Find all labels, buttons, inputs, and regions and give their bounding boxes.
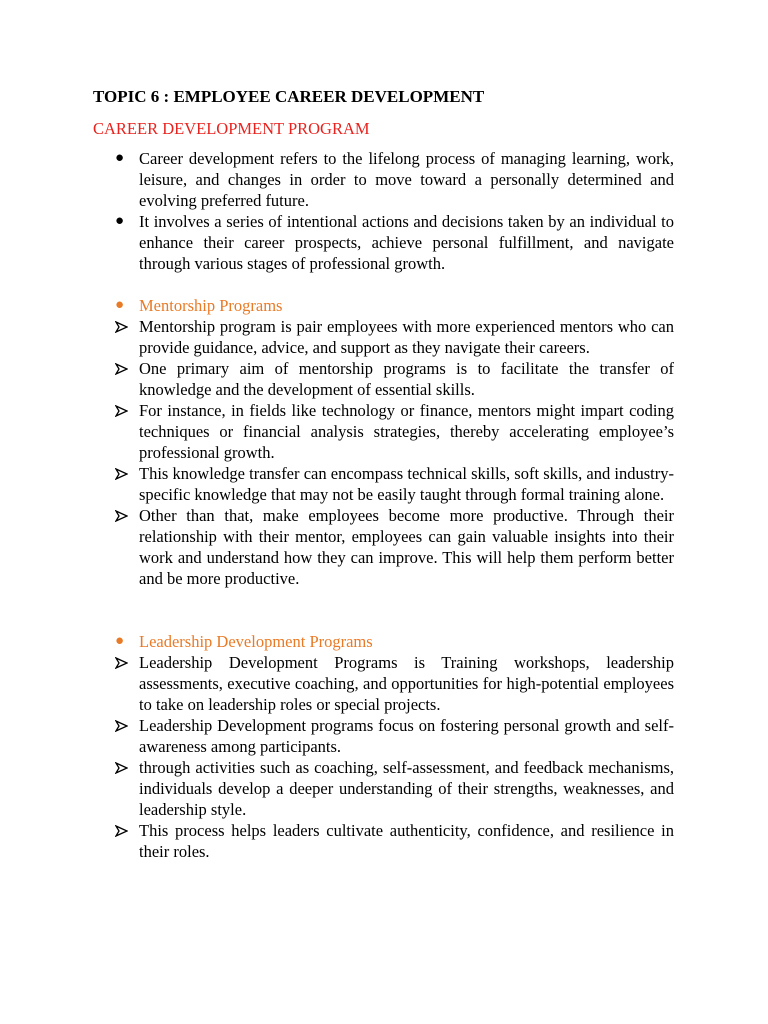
intro-bullet-list [93, 148, 674, 274]
intro-bullet-item [93, 211, 674, 274]
bullet-icon: ● [115, 297, 125, 313]
mentorship-point-text: For instance, in fields like technology or finance, mentors might impart coding techniques or financial analysis strategies, thereby accelerating employee’s professional growth. [139, 401, 674, 462]
arrow-bullet-icon [115, 652, 133, 669]
arrow-bullet-icon [115, 715, 133, 732]
leadership-heading-text: Leadership Development Programs [139, 632, 373, 651]
leadership-point [93, 820, 674, 862]
mentorship-section [93, 295, 674, 589]
arrow-bullet-icon [115, 316, 133, 333]
leadership-heading [93, 631, 674, 652]
document-title: TOPIC 6 : EMPLOYEE CAREER DEVELOPMENT [93, 87, 485, 106]
document-page [93, 86, 674, 862]
leadership-point [93, 652, 674, 715]
mentorship-point-text: Mentorship program is pair employees with more experienced mentors who can provide guidance, advice, and support as they navigate their careers. [139, 317, 674, 357]
bullet-icon: ● [115, 213, 125, 229]
mentorship-point [93, 400, 674, 463]
mentorship-point [93, 316, 674, 358]
leadership-point [93, 715, 674, 757]
leadership-point [93, 757, 674, 820]
leadership-point-text: through activities such as coaching, self-assessment, and feedback mechanisms, individuals develop a deeper understanding of their strengths, weaknesses, and leadership style. [139, 758, 674, 819]
leadership-point-text: Leadership Development Programs is Training workshops, leadership assessments, executive coaching, and opportunities for high-potential employees to take on leadership roles or special projects. [139, 653, 674, 714]
mentorship-point-text: This knowledge transfer can encompass technical skills, soft skills, and industry-specific knowledge that may not be easily taught through formal training alone. [139, 464, 674, 504]
arrow-bullet-icon [115, 820, 133, 837]
mentorship-point [93, 463, 674, 505]
arrow-bullet-icon [115, 400, 133, 417]
mentorship-point-text: Other than that, make employees become more productive. Through their relationship with their mentor, employees can gain valuable insights into their work and understand how they can improve. This will help them perform better and be more productive. [139, 506, 674, 588]
leadership-point-text: This process helps leaders cultivate authenticity, confidence, and resilience in their roles. [139, 821, 674, 861]
leadership-point-text: Leadership Development programs focus on fostering personal growth and self-awareness among participants. [139, 716, 674, 756]
intro-bullet-text: It involves a series of intentional actions and decisions taken by an individual to enhance their career prospects, achieve personal fulfillment, and navigate through various stages of professional growth. [139, 212, 674, 273]
intro-bullet-text: Career development refers to the lifelong process of managing learning, work, leisure, and changes in order to move toward a personally determined and evolving preferred future. [139, 149, 674, 210]
arrow-bullet-icon [115, 358, 133, 375]
mentorship-heading [93, 295, 674, 316]
mentorship-point [93, 505, 674, 589]
mentorship-point [93, 358, 674, 400]
arrow-bullet-icon [115, 463, 133, 480]
arrow-bullet-icon [115, 757, 133, 774]
mentorship-point-text: One primary aim of mentorship programs is to facilitate the transfer of knowledge and the development of essential skills. [139, 359, 674, 399]
leadership-section [93, 631, 674, 862]
bullet-icon: ● [115, 633, 125, 649]
arrow-bullet-icon [115, 505, 133, 522]
bullet-icon: ● [115, 150, 125, 166]
intro-bullet-item [93, 148, 674, 211]
mentorship-heading-text: Mentorship Programs [139, 296, 283, 315]
section-heading: CAREER DEVELOPMENT PROGRAM [93, 119, 370, 138]
